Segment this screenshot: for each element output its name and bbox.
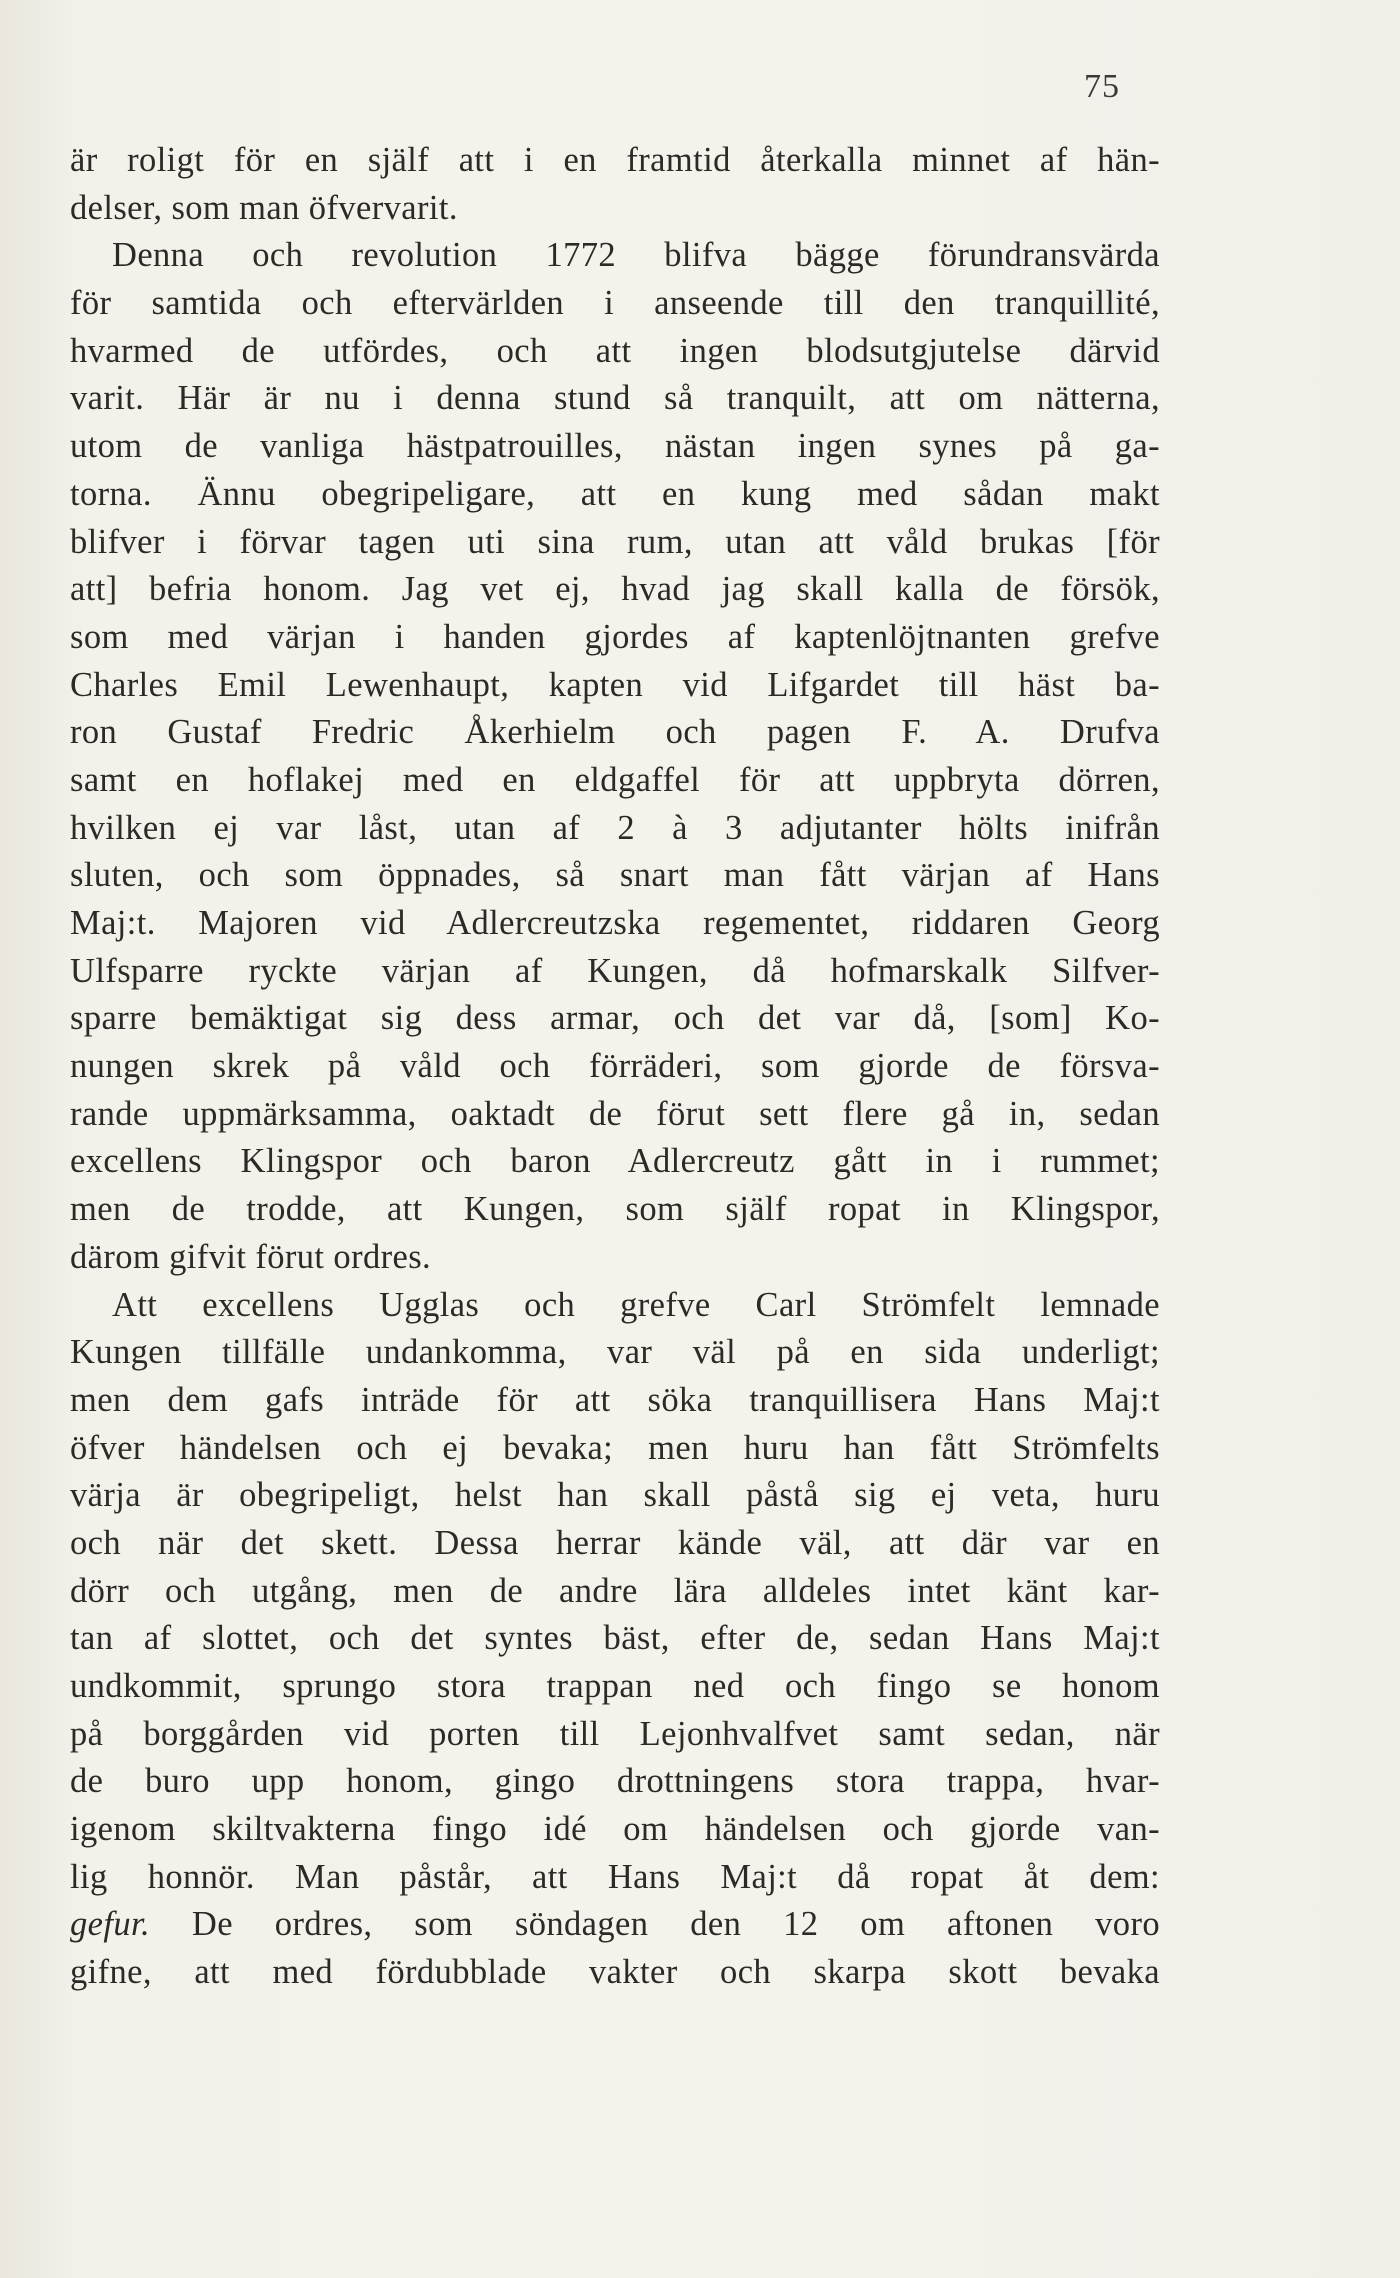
- text-line: Denna och revolution 1772 blifva bägge förundransvärda: [112, 236, 1160, 275]
- text-line: Maj:t. Majoren vid Adlercreutzska regementet, riddaren Georg: [70, 904, 1160, 942]
- text-line: samt en hoflakej med en eldgaffel för att uppbryta dörren,: [70, 760, 1160, 799]
- text-line: dörr och utgång, men de andre lära alldeles intet känt kar-: [70, 1571, 1160, 1610]
- text-line: tan af slottet, och det syntes bäst, efter de, sedan Hans Maj:t: [70, 1619, 1160, 1658]
- text-line: är roligt för en själf att i en framtid återkalla minnet af hän-: [70, 141, 1160, 179]
- text-line: hvilken ej var låst, utan af 2 à 3 adjutanter hölts inifrån: [70, 808, 1160, 847]
- text-line: undkommit, sprungo stora trappan ned och fingo se honom: [70, 1667, 1160, 1705]
- text-line: nungen skrek på våld och förräderi, som gjorde de försva-: [70, 1047, 1160, 1086]
- text-line: värja är obegripeligt, helst han skall påstå sig ej veta, huru: [70, 1476, 1160, 1515]
- text-line: men de trodde, att Kungen, som själf ropat in Klingspor,: [70, 1190, 1160, 1229]
- text-line: lig honnör. Man påstår, att Hans Maj:t då ropat åt dem:: [70, 1857, 1160, 1896]
- text-line: sparre bemäktigat sig dess armar, och det var då, [som] Ko-: [70, 999, 1160, 1038]
- text-line: men dem gafs inträde för att söka tranquillisera Hans Maj:t: [70, 1380, 1160, 1419]
- text-line: ron Gustaf Fredric Åkerhielm och pagen F. A. Drufva: [70, 713, 1160, 752]
- text-line: Ulfsparre ryckte värjan af Kungen, då hofmarskalk Silfver-: [70, 951, 1160, 990]
- text-line: hvarmed de utfördes, och att ingen blodsutgjutelse därvid: [70, 331, 1160, 370]
- text-line: delser, som man öfvervarit.: [70, 188, 458, 227]
- text-line: torna. Ännu obegripeligare, att en kung med sådan makt: [70, 474, 1160, 513]
- text-line: Kungen tillfälle undankomma, var väl på en sida underligt;: [70, 1333, 1160, 1372]
- text-line: varit. Här är nu i denna stund så tranquilt, att om nätterna,: [70, 379, 1160, 418]
- italic-word: gefur.: [70, 1905, 151, 1944]
- text-line: blifver i förvar tagen uti sina rum, utan att våld brukas [för: [70, 522, 1160, 561]
- text-line: som med värjan i handen gjordes af kaptenlöjtnanten grefve: [70, 617, 1160, 656]
- text-line: excellens Klingspor och baron Adlercreutz gått in i rummet;: [70, 1142, 1160, 1181]
- text-line: [70, 1901, 1160, 1949]
- text-line: de buro upp honom, gingo drottningens stora trappa, hvar-: [70, 1762, 1160, 1801]
- body-text: [70, 137, 1160, 1997]
- text-line: Att excellens Ugglas och grefve Carl Strömfelt lemnade: [112, 1285, 1160, 1324]
- text-line: för samtida och eftervärlden i anseende till den tranquillité,: [70, 284, 1160, 323]
- page-number: 75: [1084, 68, 1120, 105]
- text-line: gifne, att med fördubblade vakter och skarpa skott bevaka: [70, 1953, 1160, 1992]
- text-line: igenom skiltvakterna fingo idé om händelsen och gjorde van-: [70, 1810, 1160, 1849]
- text-line: rande uppmärksamma, oaktadt de förut sett flere gå in, sedan: [70, 1094, 1160, 1133]
- text-line: öfver händelsen och ej bevaka; men huru han fått Strömfelts: [70, 1428, 1160, 1467]
- text-line: utom de vanliga hästpatrouilles, nästan ingen synes på ga-: [70, 427, 1160, 466]
- text-line: att] befria honom. Jag vet ej, hvad jag skall kalla de försök,: [70, 570, 1160, 609]
- text-line: på borggården vid porten till Lejonhvalfvet samt sedan, när: [70, 1714, 1160, 1753]
- line-text: De ordres, som söndagen den 12 om aftonen voro: [191, 1905, 1160, 1944]
- text-line: därom gifvit förut ordres.: [70, 1237, 432, 1276]
- text-line: och när det skett. Dessa herrar kände väl, att där var en: [70, 1523, 1160, 1562]
- text-line: sluten, och som öppnades, så snart man fått värjan af Hans: [70, 856, 1160, 895]
- text-line: Charles Emil Lewenhaupt, kapten vid Lifgardet till häst ba-: [70, 665, 1160, 704]
